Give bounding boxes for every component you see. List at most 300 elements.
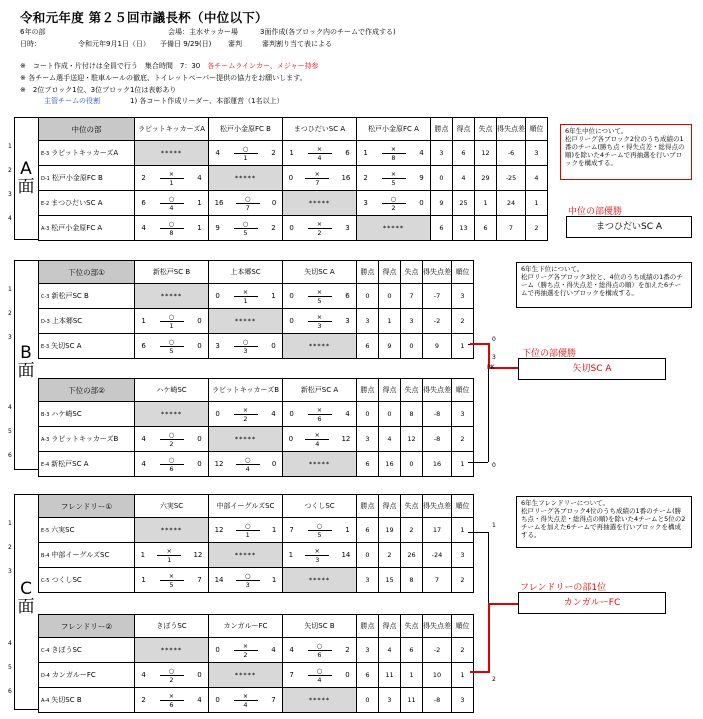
stat-header-pts: 勝点	[357, 495, 379, 518]
match-score	[209, 216, 282, 240]
table-row	[39, 334, 474, 359]
stat-header-ga: 失点	[475, 118, 497, 141]
team-code: B-4	[41, 553, 50, 559]
result-mark	[233, 338, 259, 355]
row-number: 3	[8, 334, 12, 341]
win-loss-symbol: ○	[382, 195, 406, 204]
result-mark	[307, 667, 333, 684]
team-name-cell	[39, 166, 135, 191]
score-for: 1	[141, 317, 146, 325]
win-loss-symbol: ○	[160, 667, 184, 676]
match-number: 4	[245, 464, 250, 473]
win-loss-symbol: ×	[308, 220, 332, 229]
match-score	[209, 688, 282, 712]
score-for: 6	[141, 342, 146, 350]
b-bracket-win-h	[470, 343, 489, 345]
result-mark	[159, 667, 185, 684]
stat-rank: 1	[452, 334, 474, 359]
score-against: 0	[197, 671, 202, 679]
score-against: 4	[197, 174, 202, 182]
result-mark	[233, 288, 259, 305]
stat-rank: 3	[452, 402, 474, 427]
match-score	[357, 191, 430, 215]
stat-rank: 1	[452, 452, 474, 477]
result-mark	[307, 145, 333, 162]
stat-pts: 9	[431, 191, 453, 216]
score-for: 1	[140, 551, 146, 559]
table-row	[39, 663, 474, 688]
score-for: 4	[141, 224, 146, 232]
match-result-cell	[209, 216, 283, 241]
match-result-cell	[357, 141, 431, 166]
row-number: 6	[8, 688, 12, 695]
block-table-b2	[38, 378, 474, 477]
row-number: 1	[8, 286, 12, 293]
stat-gd: -8	[423, 402, 452, 427]
score-for: 0	[215, 410, 220, 418]
score-against: 4	[197, 696, 202, 704]
match-number: 4	[317, 675, 322, 684]
result-mark	[235, 195, 261, 212]
team-name-cell	[39, 638, 135, 663]
win-loss-symbol: ×	[305, 547, 329, 556]
match-score	[209, 284, 282, 308]
match-number: 1	[245, 530, 250, 539]
row-number: 1	[8, 143, 12, 150]
match-score	[135, 166, 208, 190]
team-name-cell	[39, 663, 135, 688]
self-match-cell: *****	[209, 166, 283, 191]
stat-rank: 1	[526, 191, 548, 216]
row-number: 6	[8, 452, 12, 459]
score-for: 14	[214, 576, 224, 584]
team-name: ラピットキッカーズB	[51, 435, 119, 443]
stat-gd: -8	[423, 688, 452, 713]
opponent-column-header: 上本郷SC	[209, 261, 283, 284]
stat-header-gd: 得失点差	[423, 379, 452, 402]
match-number: 7	[245, 203, 250, 212]
stat-gd: -8	[423, 427, 452, 452]
score-for: 12	[214, 526, 224, 534]
b-winner: 矢切SC A	[572, 364, 612, 374]
match-number: 6	[169, 464, 174, 473]
a-note: 6年生中位について。 松戸リーグ各ブロック2位のうち成績の1番のチーム(勝ち点・得失点差・総得点の順)を除いた4チームで再抽選を行いブロックを構成する。	[565, 127, 685, 167]
team-name-cell	[39, 543, 135, 568]
team-name: 六実SC	[51, 526, 75, 534]
block-table-a	[38, 117, 548, 241]
stat-pts: 3	[357, 309, 379, 334]
stat-ga: 7	[401, 284, 423, 309]
stat-gd: 17	[423, 518, 452, 543]
team-name: 矢切SC A	[51, 342, 82, 350]
team-code: A-4	[41, 698, 50, 704]
stat-rank: 2	[452, 638, 474, 663]
stat-gf: 6	[453, 141, 475, 166]
result-mark	[233, 692, 259, 709]
stat-header-pts: 勝点	[357, 379, 379, 402]
score-for: 12	[214, 460, 224, 468]
b-bottom-score: 0	[492, 462, 496, 469]
stat-gf: 4	[379, 638, 401, 663]
c-winner-box	[518, 592, 666, 614]
opponent-column-header: 矢切SC A	[283, 261, 357, 284]
match-score	[209, 141, 282, 165]
match-number: 2	[169, 675, 174, 684]
result-mark	[159, 220, 185, 237]
team-name: ラピットキッカーズA	[51, 149, 119, 157]
match-score	[135, 216, 208, 240]
stat-rank: 4	[526, 166, 548, 191]
match-number: 1	[169, 178, 174, 187]
result-mark	[156, 547, 182, 564]
opponent-column-header: 矢切SC B	[283, 615, 357, 638]
stat-gd: 10	[423, 663, 452, 688]
stat-header-gd: 得失点差	[423, 615, 452, 638]
match-number: 2	[391, 203, 396, 212]
row-number: 4	[8, 404, 12, 411]
match-score	[209, 568, 282, 592]
row-number: 4	[8, 640, 12, 647]
result-mark	[307, 220, 333, 237]
match-score	[357, 166, 430, 190]
win-loss-symbol: ○	[160, 431, 184, 440]
match-result-cell	[135, 427, 209, 452]
table-row	[39, 309, 474, 334]
match-score	[135, 334, 208, 358]
match-result-cell	[209, 191, 283, 216]
win-loss-symbol: ×	[308, 313, 332, 322]
win-loss-symbol: ○	[236, 195, 260, 204]
block-header: 下位の部②	[39, 379, 135, 402]
match-score	[209, 334, 282, 358]
team-code: C-4	[41, 648, 50, 654]
opponent-column-header: つくしSC	[283, 495, 357, 518]
result-mark	[233, 220, 259, 237]
stat-pts: 0	[357, 543, 379, 568]
win-loss-symbol: ○	[160, 220, 184, 229]
self-match-cell: *****	[283, 568, 357, 593]
result-mark	[159, 170, 185, 187]
opponent-column-header: ハケ崎SC	[135, 379, 209, 402]
stat-header-gf: 得点	[379, 379, 401, 402]
win-loss-symbol: ×	[234, 406, 258, 415]
team-name-cell	[39, 688, 135, 713]
team-name: まつひだいSC A	[51, 199, 103, 207]
match-number: 5	[317, 530, 322, 539]
stat-pts: 6	[357, 518, 379, 543]
win-loss-symbol: ○	[160, 338, 184, 347]
score-against: 2	[271, 224, 276, 232]
stat-rank: 2	[452, 568, 474, 593]
team-name-cell	[39, 191, 135, 216]
match-result-cell	[283, 543, 357, 568]
team-name: 上本郷SC	[51, 317, 83, 325]
venue-label: 会場：主水サッカー場	[168, 28, 238, 36]
self-match-cell: *****	[209, 427, 283, 452]
match-number: 8	[391, 153, 396, 162]
stat-gd: 9	[423, 334, 452, 359]
score-for: 2	[141, 174, 146, 182]
team-name-cell	[39, 216, 135, 241]
stat-header-pts: 勝点	[357, 615, 379, 638]
match-number: 2	[317, 228, 322, 237]
c-note-box	[516, 496, 692, 548]
match-result-cell	[283, 402, 357, 427]
stat-ga: 11	[401, 688, 423, 713]
stat-header-gd: 得失点差	[423, 495, 452, 518]
score-for: 4	[141, 435, 146, 443]
stat-header-pts: 勝点	[357, 261, 379, 284]
match-number: 2	[169, 439, 174, 448]
score-for: 0	[289, 292, 294, 300]
match-result-cell	[209, 402, 283, 427]
match-number: 5	[243, 228, 248, 237]
match-number: 4	[317, 153, 322, 162]
team-name-cell	[39, 568, 135, 593]
team-code: E-5	[41, 528, 50, 534]
b-win-title: 下位の部優勝	[522, 349, 577, 359]
match-result-cell	[209, 518, 283, 543]
stat-header-gd: 得失点差	[497, 118, 526, 141]
team-code: E-3	[41, 151, 50, 157]
result-mark	[159, 338, 185, 355]
score-against: 14	[341, 551, 351, 559]
stat-header-gf: 得点	[379, 495, 401, 518]
score-against: 0	[197, 435, 202, 443]
stat-pts: 3	[431, 141, 453, 166]
team-name: 松戸小金原FC A	[51, 224, 103, 232]
match-number: 1	[167, 555, 172, 564]
row-number: 5	[8, 664, 12, 671]
match-score	[283, 284, 356, 308]
team-code: C-5	[41, 578, 50, 584]
opponent-column-header: 新松戸SC B	[135, 261, 209, 284]
row-number: 3	[8, 191, 12, 198]
result-mark	[159, 692, 185, 709]
self-match-cell: *****	[357, 216, 431, 241]
score-for: 1	[289, 149, 294, 157]
stat-gf: 3	[379, 688, 401, 713]
self-match-cell: *****	[283, 452, 357, 477]
team-name-cell	[39, 427, 135, 452]
stat-ga: 6	[475, 216, 497, 241]
stat-header-ga: 失点	[401, 615, 423, 638]
role-text: 1) 各コート作成リーダー、本部運営（1名以上）	[130, 97, 284, 105]
b-pk-score: 3	[492, 354, 496, 361]
stat-header-gd: 得失点差	[423, 261, 452, 284]
stat-gf: 9	[379, 334, 401, 359]
stat-rank: 2	[452, 309, 474, 334]
stat-header-rank: 順位	[452, 379, 474, 402]
stat-header-gf: 得点	[379, 261, 401, 284]
b-note: 6年生下位について。 松戸リーグ各ブロック3位と、4位のうち成績の1番のチーム（勝ち点・得失点差・総得点の順）を加えた6チームで再抽選を行いブロックを構成する。	[521, 265, 683, 297]
match-number: 5	[317, 296, 322, 305]
stat-gf: 25	[453, 191, 475, 216]
stat-ga: 8	[401, 402, 423, 427]
score-against: 6	[345, 292, 350, 300]
stat-rank: 2	[526, 216, 548, 241]
win-loss-symbol: ○	[308, 522, 332, 531]
win-loss-symbol: ×	[308, 406, 332, 415]
match-number: 4	[243, 700, 248, 709]
score-against: 0	[271, 342, 276, 350]
match-number: 1	[243, 153, 248, 162]
c-bracket-win-link	[488, 603, 518, 605]
match-number: 1	[243, 296, 248, 305]
self-match-cell: *****	[135, 402, 209, 427]
opponent-column-header: ラピットキッカーズB	[209, 379, 283, 402]
stat-gf: 4	[453, 166, 475, 191]
note-1: ※ コート作成・片付けは全員で行う 集合時間 7：30 各チームラインカー、メジャー持参	[20, 62, 319, 70]
win-loss-symbol: ○	[234, 145, 258, 154]
stat-gf: 15	[379, 568, 401, 593]
b-note-box	[516, 262, 692, 308]
score-against: 0	[419, 199, 424, 207]
self-match-cell: *****	[283, 191, 357, 216]
result-mark	[235, 456, 261, 473]
stat-pts: 6	[357, 663, 379, 688]
row-number: 3	[8, 568, 12, 575]
match-result-cell	[135, 568, 209, 593]
match-result-cell	[135, 543, 209, 568]
team-name: つくしSC	[51, 576, 82, 584]
match-result-cell	[283, 166, 357, 191]
match-score	[135, 309, 208, 333]
match-number: 5	[391, 178, 396, 187]
opponent-column-header: ラピットキッカーズA	[135, 118, 209, 141]
row-number: 4	[8, 215, 12, 222]
stat-gf: 11	[379, 663, 401, 688]
match-result-cell	[135, 663, 209, 688]
match-result-cell	[209, 141, 283, 166]
date-label: 日時：	[20, 40, 41, 48]
team-name: 松戸小金原FC B	[51, 174, 103, 182]
score-for: 4	[289, 646, 294, 654]
score-against: 0	[271, 199, 277, 207]
score-for: 1	[141, 576, 146, 584]
opponent-column-header: カンガルーFC	[209, 615, 283, 638]
match-score	[135, 688, 208, 712]
team-code: A-3	[41, 226, 50, 232]
match-result-cell	[283, 216, 357, 241]
win-loss-symbol: ○	[234, 220, 258, 229]
win-loss-symbol: ×	[157, 547, 181, 556]
score-against: 7	[197, 576, 202, 584]
c-note: 6年生フレンドリーについて。 松戸リーグ各ブロック4位のうち成績の1番のチーム(勝ち点・得失点差・総得点の順)を除いた4チームと5位の2チームを加えた6チームで再抽選を行いブロックを構成する。	[521, 499, 686, 539]
team-name: 新松戸SC A	[51, 460, 89, 468]
page-title: 令和元年度 第２５回市議長杯（中位以下）	[20, 10, 268, 25]
win-loss-symbol: ×	[234, 692, 258, 701]
score-against: 4	[271, 410, 276, 418]
match-result-cell	[209, 688, 283, 713]
team-code: E-3	[41, 344, 50, 350]
score-for: 4	[215, 149, 220, 157]
block-header: 中位の部	[39, 118, 135, 141]
team-name: 矢切SC B	[51, 696, 82, 704]
stat-gd: -6	[497, 141, 526, 166]
self-match-cell: *****	[283, 688, 357, 713]
team-name: きぼうSC	[51, 646, 82, 654]
table-row	[39, 191, 548, 216]
stat-rank: 1	[452, 663, 474, 688]
row-number: 1	[8, 520, 12, 527]
score-against: 0	[271, 460, 277, 468]
stat-header-pts: 勝点	[431, 118, 453, 141]
stat-pts: 6	[357, 452, 379, 477]
win-loss-symbol: ○	[236, 522, 260, 531]
match-number: 6	[317, 414, 322, 423]
score-against: 12	[341, 435, 351, 443]
stat-header-ga: 失点	[401, 261, 423, 284]
win-loss-symbol: ○	[308, 667, 332, 676]
match-score	[283, 166, 356, 190]
self-match-cell: *****	[283, 334, 357, 359]
win-loss-symbol: ×	[160, 572, 184, 581]
stat-pts: 6	[431, 216, 453, 241]
stat-gd: -2	[423, 638, 452, 663]
match-result-cell	[209, 452, 283, 477]
score-for: 16	[214, 199, 224, 207]
table-row	[39, 688, 474, 713]
score-for: 0	[288, 174, 294, 182]
score-for: 0	[289, 224, 294, 232]
court-c-label: C面	[17, 579, 35, 617]
team-name: カンガルーFC	[51, 671, 96, 679]
match-result-cell	[135, 309, 209, 334]
block-table-c2	[38, 614, 474, 713]
stat-rank: 3	[452, 284, 474, 309]
c-bracket-top-h	[468, 532, 488, 533]
stat-pts: 3	[357, 568, 379, 593]
stat-gd: -24	[423, 543, 452, 568]
win-loss-symbol: ×	[160, 170, 184, 179]
match-number: 4	[169, 203, 174, 212]
self-match-cell: *****	[135, 284, 209, 309]
result-mark	[304, 170, 330, 187]
match-result-cell	[283, 663, 357, 688]
match-result-cell	[357, 166, 431, 191]
win-loss-symbol: ×	[382, 145, 406, 154]
stat-gd: -2	[423, 309, 452, 334]
score-against: 12	[193, 551, 203, 559]
score-against: 0	[345, 671, 350, 679]
block-table-c1	[38, 494, 474, 593]
win-loss-symbol: ○	[236, 456, 260, 465]
team-name-cell	[39, 309, 135, 334]
team-name: 中部イーグルズSC	[51, 551, 110, 559]
result-mark	[304, 547, 330, 564]
score-for: 7	[289, 526, 294, 534]
match-number: 3	[315, 555, 320, 564]
score-for: 3	[215, 342, 220, 350]
table-row	[39, 518, 474, 543]
a-win-title: 中位の部優勝	[568, 207, 623, 217]
result-mark	[159, 456, 185, 473]
table-row	[39, 568, 474, 593]
stat-gf: 19	[379, 518, 401, 543]
score-for: 7	[289, 671, 294, 679]
format-note: 3面作成(各ブロック内のチームで作成する)	[260, 28, 396, 36]
match-result-cell	[283, 141, 357, 166]
match-number: 7	[315, 178, 320, 187]
match-result-cell	[135, 688, 209, 713]
a-winner: まつひだいSC A	[595, 222, 662, 232]
stat-gf: 13	[453, 216, 475, 241]
result-mark	[381, 170, 407, 187]
result-mark	[233, 145, 259, 162]
score-against: 1	[271, 526, 277, 534]
result-mark	[235, 522, 261, 539]
